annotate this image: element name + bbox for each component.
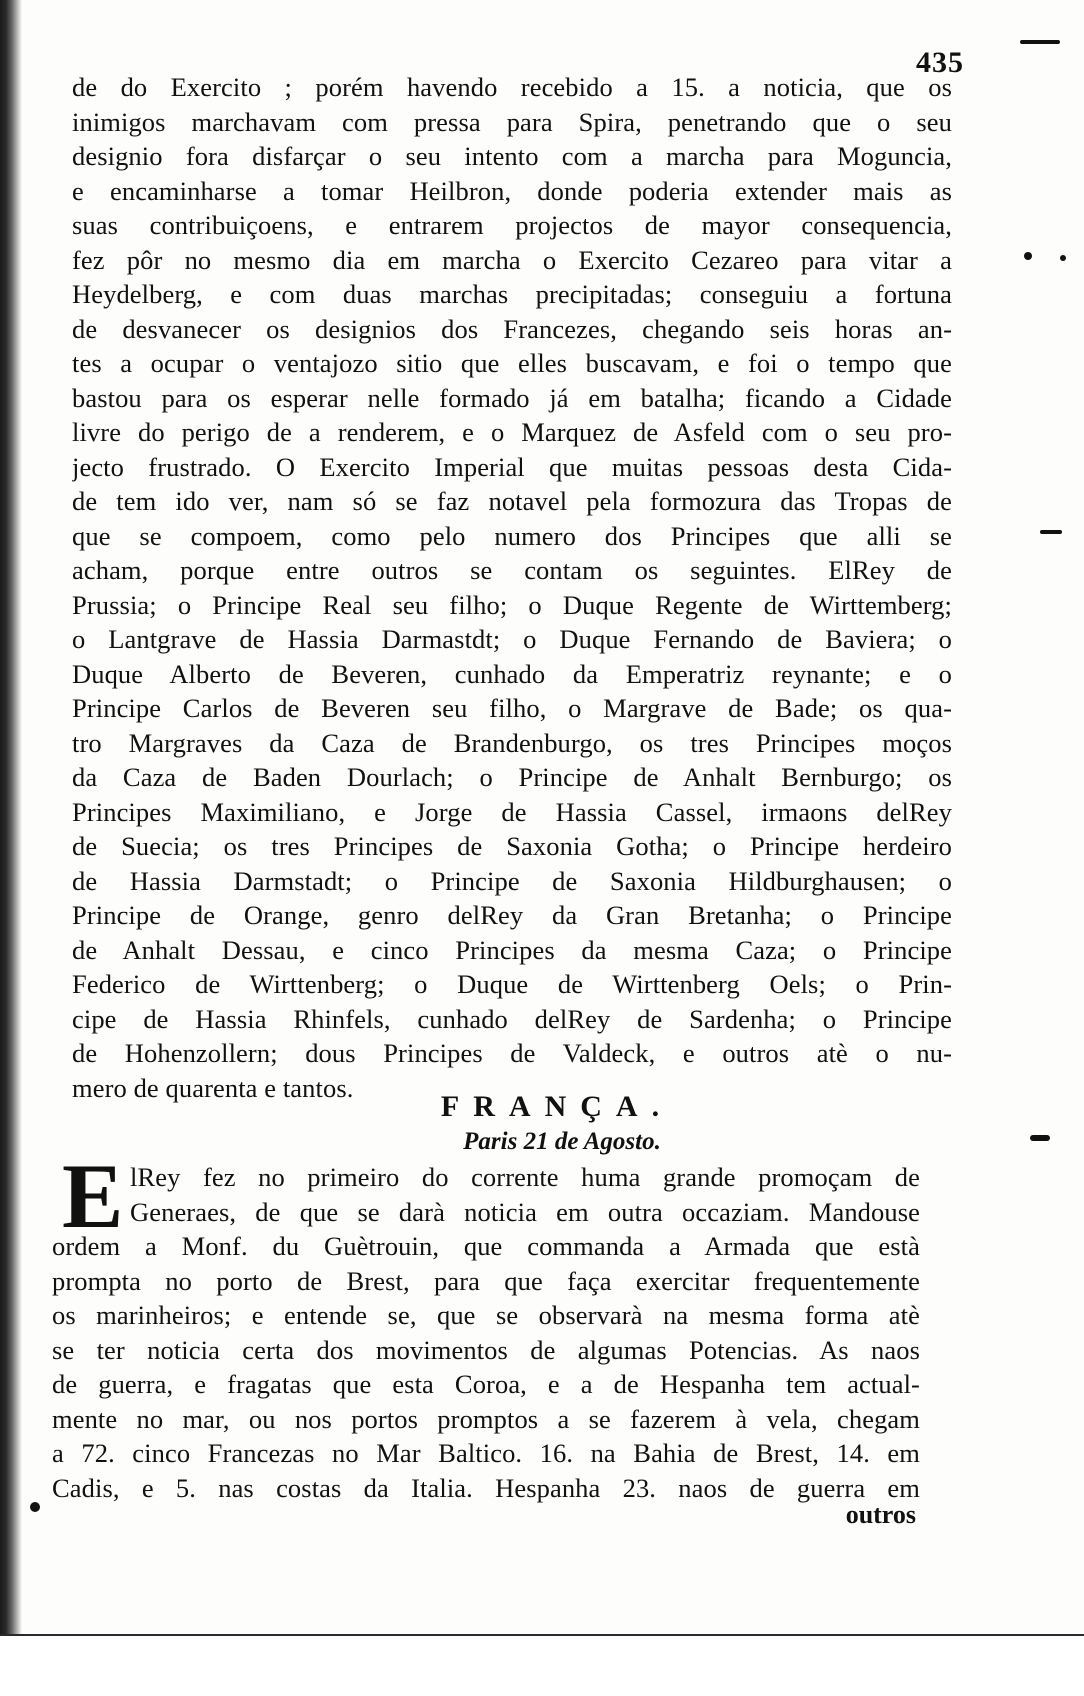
paragraph-2 [52,1229,920,1505]
text-line: Heydelberg, e com duas marchas precipitadas; conseguiu a fortuna [72,279,952,309]
text-line: designio fora disfarçar o seu intento com a marcha para Moguncia, [72,141,952,171]
text-line: a 72. cinco Francezas no Mar Baltico. 16. na Bahia de Brest, 14. em [52,1438,920,1468]
dateline: Paris 21 de Agosto. [463,1128,661,1155]
text-line: se ter noticia certa dos movimentos de algumas Potencias. As naos [52,1334,920,1365]
text-line: mero de quarenta e tantos. [72,1072,354,1103]
paragraph-1 [72,70,952,1105]
text-line: jecto frustrado. O Exercito Imperial que muitas pessoas desta Cida- [72,451,952,482]
scan-speck [1060,255,1066,261]
text-line: Cadis, e 5. nas costas da Italia. Hespanha 23. naos de guerra em [52,1472,920,1503]
text-line: cipe de Hassia Rhinfels, cunhado delRey de Sardenha; o Principe [72,1003,952,1034]
text-line: tes a ocupar o ventajozo sitio que elles buscavam, e foi o tempo que [72,348,952,378]
text-line: Prussia; o Principe Real seu filho; o Duque Regente de Wirttemberg; [72,589,952,620]
text-line: Duque Alberto de Beveren, cunhado da Emperatriz reynante; e o [72,658,952,689]
text-line: de guerra, e fragatas que esta Coroa, e a de Hespanha tem actual- [52,1369,920,1399]
text-line: de Suecia; os tres Principes de Saxonia Gotha; o Principe herdeiro [72,831,952,861]
scan-speck [30,1502,40,1512]
text-line: suas contribuiçoens, e entrarem projectos de mayor consequencia, [72,210,952,240]
text-line: bastou para os esperar nelle formado já em batalha; ficando a Cidade [72,382,952,413]
page-number: 435 [916,46,964,79]
drop-cap: E [62,1145,124,1247]
text-line: de desvanecer os designios dos Francezes, chegando seis horas an- [72,313,952,344]
text-line: o Lantgrave de Hassia Darmastdt; o Duque Fernando de Baviera; o [72,624,952,654]
text-line: mente no mar, ou nos portos promptos a se fazerem à vela, chegam [52,1403,920,1434]
text-line: fez pôr no mesmo dia em marcha o Exercito Cezareo para vitar a [72,244,952,275]
catchword: outros [845,1500,916,1529]
scan-speck [1024,252,1032,260]
text-line: os marinheiros; e entende se, que se observarà na mesma forma atè [52,1300,920,1330]
text-line: de Hohenzollern; dous Principes de Valdeck, e outros atè o nu- [72,1038,952,1068]
scan-speck [1040,530,1062,534]
text-line: da Caza de Baden Dourlach; o Principe de Anhalt Bernburgo; os [72,762,952,792]
text-line: lRey fez no primeiro do corrente huma grande promoçam de [130,1162,920,1192]
text-line: Federico de Wirttenberg; o Duque de Wirttenberg Oels; o Prin- [72,969,952,999]
text-line: de Anhalt Dessau, e cinco Principes da mesma Caza; o Principe [72,934,952,965]
section-title: FRANÇA. [440,1090,674,1123]
text-line: que se compoem, como pelo numero dos Principes que alli se [72,520,952,551]
text-line: Generaes, de que se darà noticia em outra occaziam. Mandouse [130,1196,920,1227]
text-line: e encaminharse a tomar Heilbron, donde poderia extender mais as [72,175,952,206]
text-line: Principes Maximiliano, e Jorge de Hassia Cassel, irmaons delRey [72,796,952,827]
page-bottom-edge [0,1634,1084,1696]
text-line: Principe de Orange, genro delRey da Gran Bretanha; o Principe [72,900,952,930]
text-line: de Hassia Darmstadt; o Principe de Saxonia Hildburghausen; o [72,865,952,896]
paragraph-2-indented [130,1160,920,1229]
text-line: prompta no porto de Brest, para que faça exercitar frequentemente [52,1265,920,1296]
text-line: ordem a Monf. du Guètrouin, que commanda a Armada que està [52,1231,920,1261]
text-line: inimigos marchavam com pressa para Spira, penetrando que o seu [72,106,952,137]
text-line: Principe Carlos de Beveren seu filho, o Margrave de Bade; os qua- [72,693,952,723]
text-line: de tem ido ver, nam só se faz notavel pela formozura das Tropas de [72,486,952,516]
scan-speck [1020,40,1060,44]
text-line: acham, porque entre outros se contam os seguintes. ElRey de [72,555,952,585]
text-line: de do Exercito ; porém havendo recebido a 15. a noticia, que os [72,72,952,102]
text-line: tro Margraves da Caza de Brandenburgo, os tres Principes moços [72,727,952,758]
scan-speck [1030,1135,1050,1141]
binding-edge [0,0,22,1696]
text-line: livre do perigo de a renderem, e o Marquez de Asfeld com o seu pro- [72,417,952,447]
